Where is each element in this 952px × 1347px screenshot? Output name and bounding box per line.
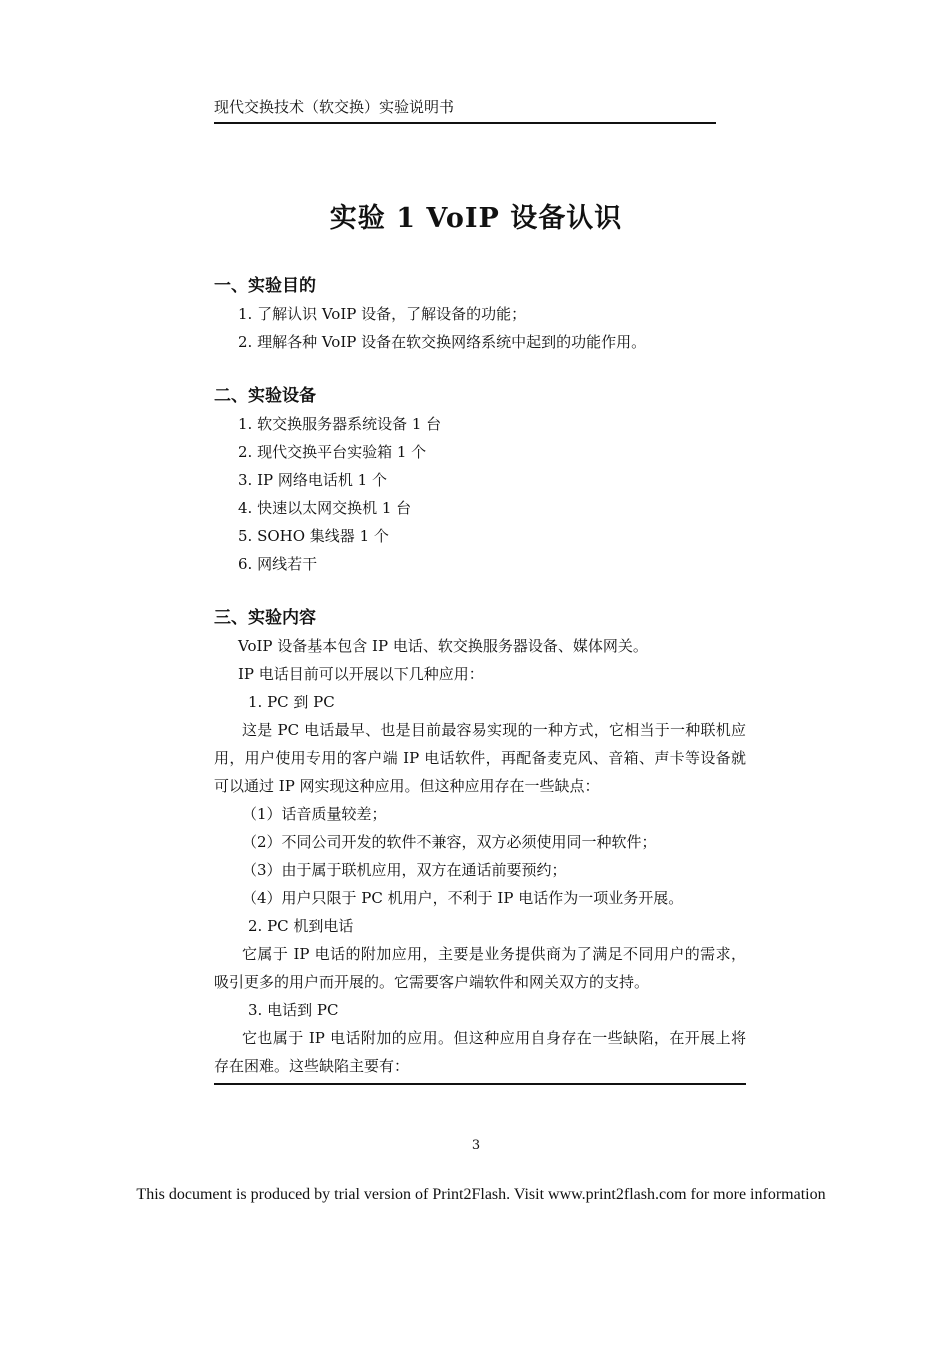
list-item: （4）用户只限于 PC 机用户，不利于 IP 电话作为一项业务开展。 <box>242 889 684 907</box>
list-item: （3）由于属于联机应用，双方在通话前要预约； <box>242 861 567 879</box>
page-number: 3 <box>471 1138 481 1153</box>
list-item: （2）不同公司开发的软件不兼容，双方必须使用同一种软件； <box>242 833 657 851</box>
list-item: 4. 快速以太网交换机 1 台 <box>238 499 412 517</box>
list-item: 2. 现代交换平台实验箱 1 个 <box>238 443 427 461</box>
page-title: 实验 1 VoIP 设备认识 <box>329 203 623 234</box>
list-item: 1. 软交换服务器系统设备 1 台 <box>238 415 442 433</box>
subheading: 1. PC 到 PC <box>248 693 335 711</box>
section-heading-purpose: 一、实验目的 <box>214 276 316 296</box>
section-heading-content: 三、实验内容 <box>214 608 316 628</box>
paragraph: 这是 PC 电话最早、也是目前最容易实现的一种方式，它相当于一种联机应用，用户使用专用的客户端 IP 电话软件，再配备麦克风、音箱、声卡等设备就可以通过 IP 网实现这种应用。但这种应用存在一些缺点： <box>214 721 746 795</box>
paragraph: 它属于 IP 电话的附加应用，主要是业务提供商为了满足不同用户的需求，吸引更多的用户而开展的。它需要客户端软件和网关双方的支持。 <box>214 945 746 991</box>
list-item: （1）话音质量较差； <box>242 805 387 823</box>
footer-rule <box>214 1083 746 1085</box>
paragraph-line: IP 电话目前可以开展以下几种应用： <box>238 665 484 683</box>
list-item: 1. 了解认识 VoIP 设备，了解设备的功能； <box>238 305 527 323</box>
list-item: 2. 理解各种 VoIP 设备在软交换网络系统中起到的功能作用。 <box>238 333 647 351</box>
section-heading-equipment: 二、实验设备 <box>214 386 316 406</box>
paragraph-line: VoIP 设备基本包含 IP 电话、软交换服务器设备、媒体网关。 <box>238 637 648 655</box>
running-header: 现代交换技术（软交换）实验说明书 <box>214 96 716 124</box>
subheading: 2. PC 机到电话 <box>248 917 354 935</box>
list-item: 6. 网线若干 <box>238 555 318 573</box>
list-item: 5. SOHO 集线器 1 个 <box>238 527 389 545</box>
trial-notice: This document is produced by trial version of Print2Flash. Visit www.print2flash.com for more information <box>136 1186 826 1203</box>
document-body <box>214 272 746 1080</box>
paragraph: 它也属于 IP 电话附加的应用。但这种应用自身存在一些缺陷，在开展上将存在困难。这些缺陷主要有： <box>214 1029 746 1075</box>
subheading: 3. 电话到 PC <box>248 1001 339 1019</box>
list-item: 3. IP 网络电话机 1 个 <box>238 471 387 489</box>
